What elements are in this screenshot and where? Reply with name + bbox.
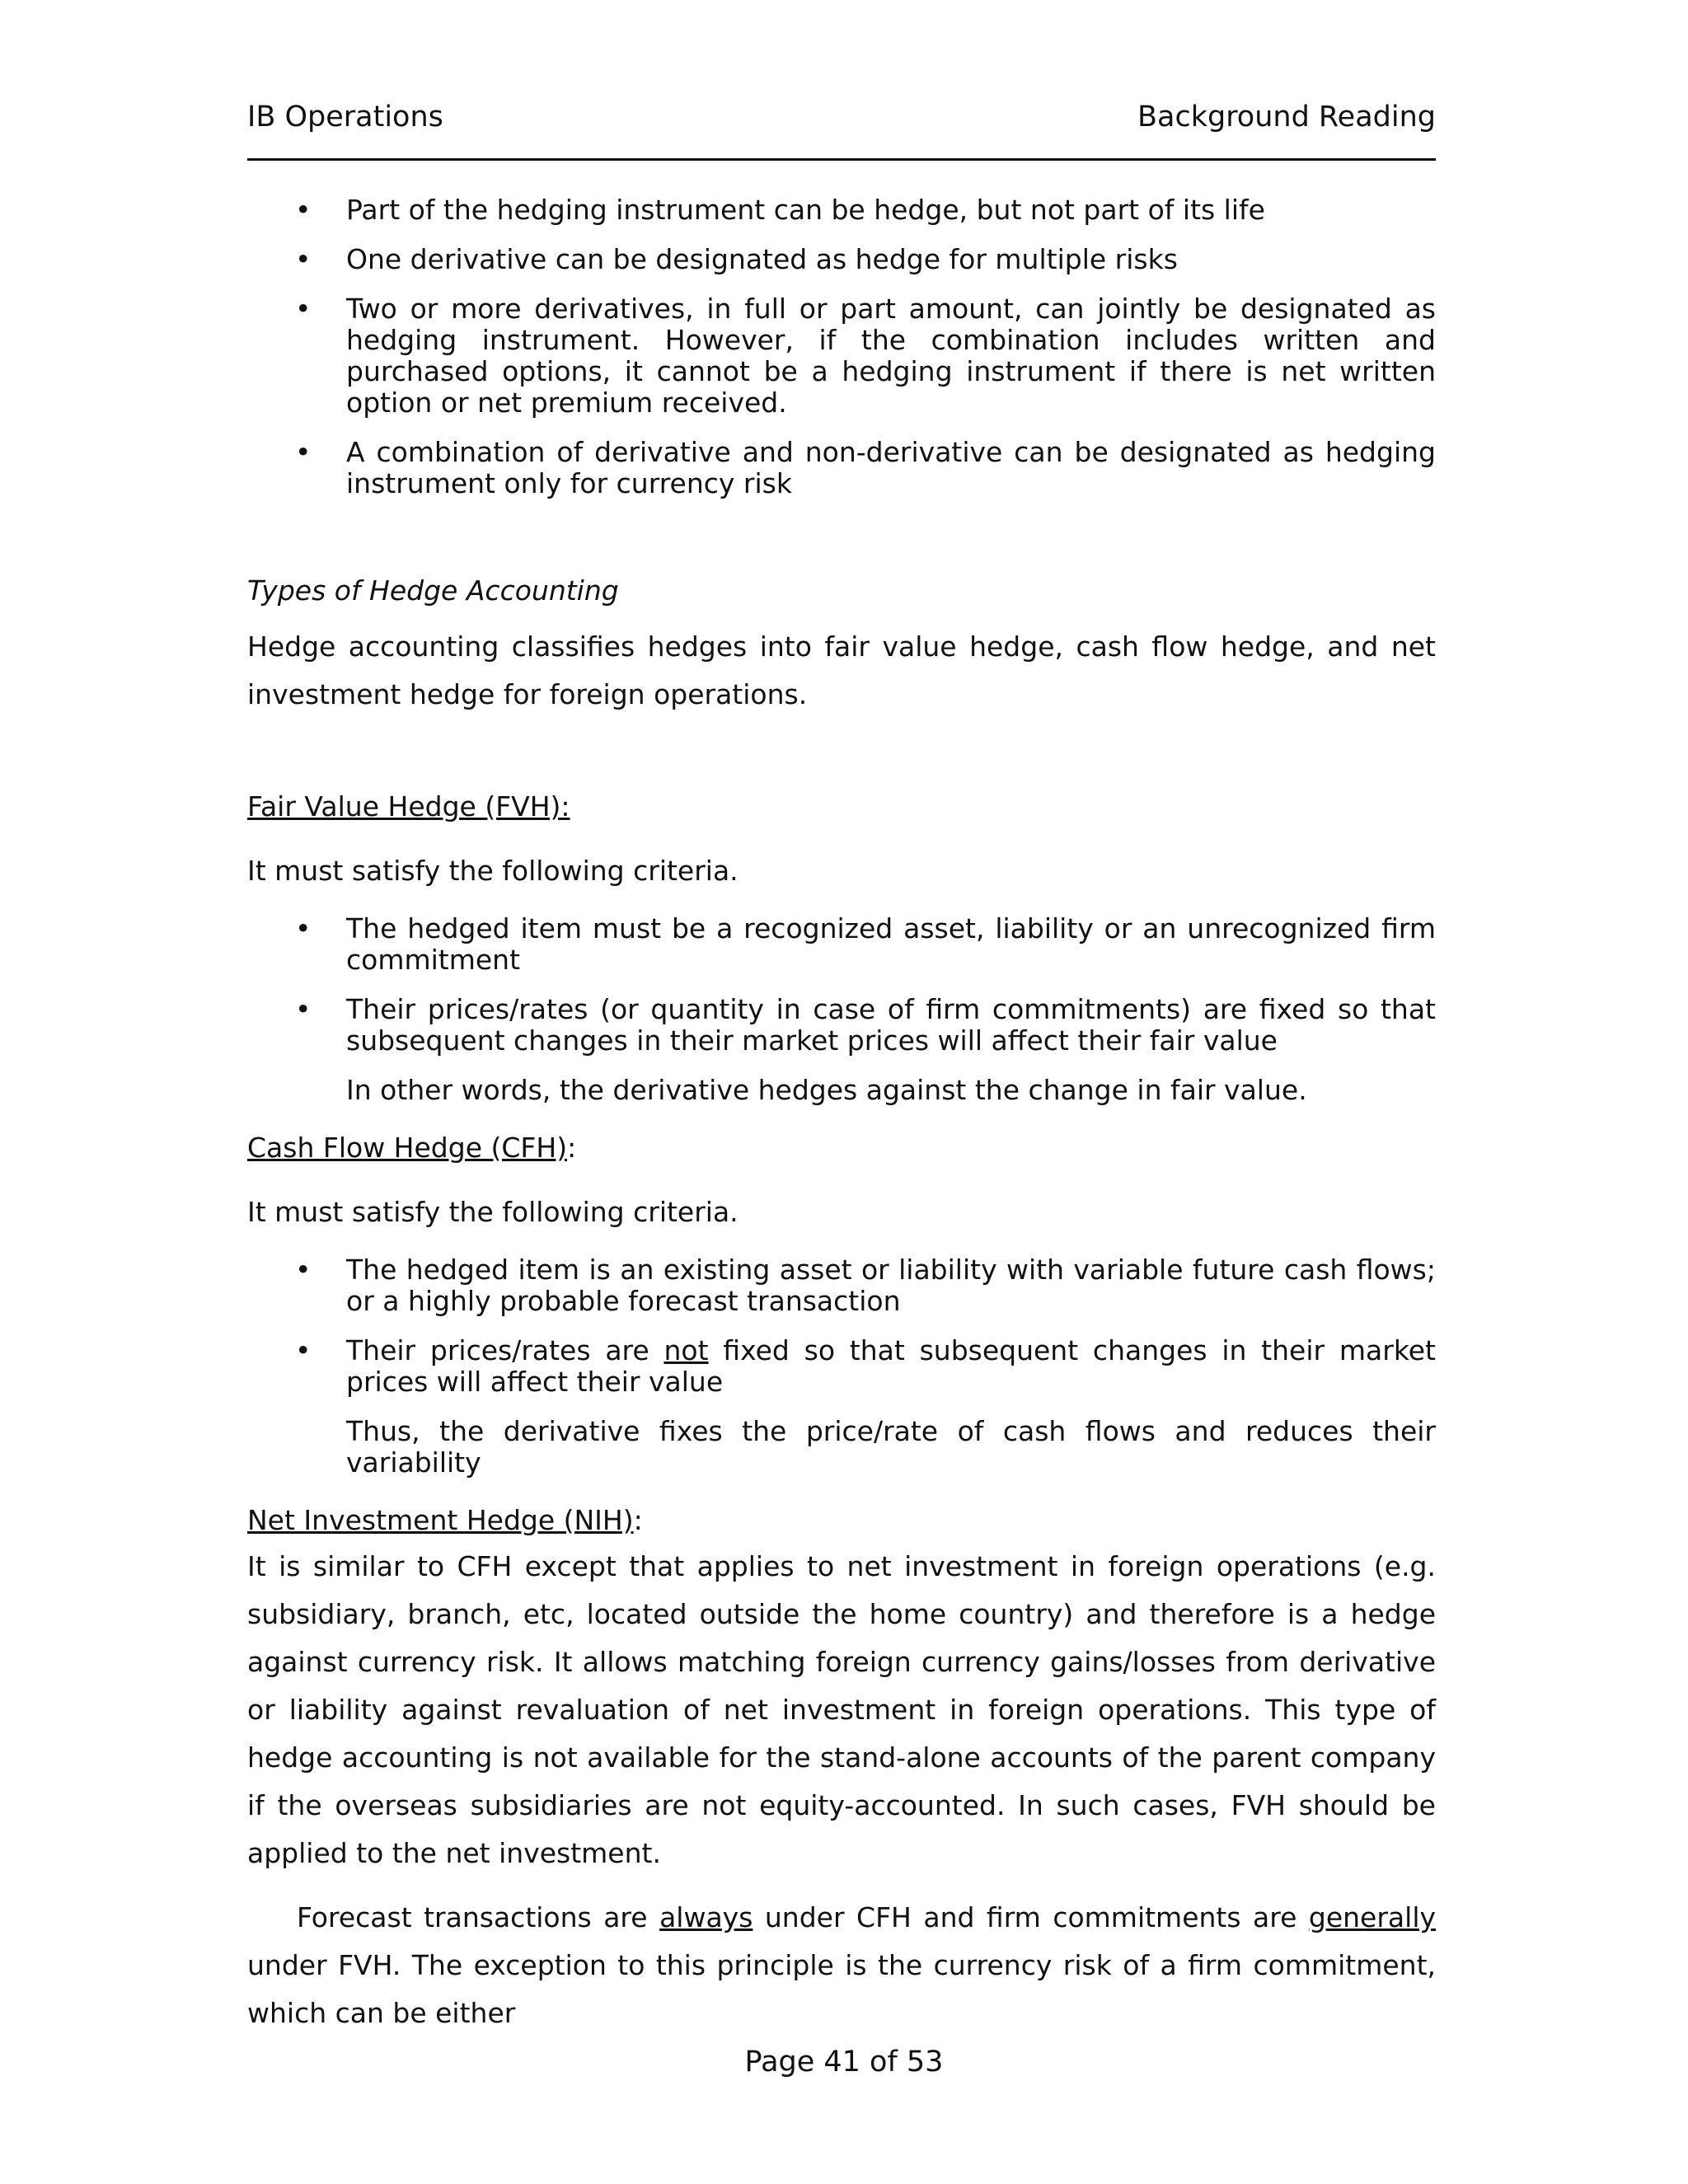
- list-item-text: The hedged item must be a recognized asset, liability or an unrecognized firm commitment: [346, 912, 1436, 976]
- forecast-text-a: Forecast transactions are: [297, 1901, 660, 1933]
- top-bullet-list: [247, 194, 1436, 499]
- list-item: [247, 437, 1436, 499]
- fvh-note: In other words, the derivative hedges against the change in fair value.: [346, 1074, 1307, 1106]
- cfh-bullet-list: [247, 1254, 1436, 1398]
- nih-heading-text: Net Investment Hedge (NIH): [247, 1504, 634, 1536]
- list-item: [247, 994, 1436, 1057]
- bullet-icon: •: [295, 243, 312, 275]
- list-item: [247, 293, 1436, 419]
- forecast-underlined-always: always: [659, 1901, 753, 1933]
- list-item: [247, 913, 1436, 976]
- list-item: [247, 194, 1436, 226]
- page-content: [247, 194, 1436, 2037]
- nih-heading-colon: :: [633, 1504, 643, 1536]
- bullet-icon: •: [295, 912, 312, 944]
- forecast-underlined-generally: generally: [1308, 1901, 1437, 1933]
- list-item-text: Their prices/rates (or quantity in case of firm commitments) are fixed so that subsequent changes in their market prices will affect their fair value: [346, 993, 1436, 1057]
- list-item: [247, 244, 1436, 275]
- bullet-icon: •: [295, 293, 312, 325]
- list-item: [247, 1254, 1436, 1317]
- bullet-icon: •: [295, 993, 312, 1025]
- list-item: [247, 1335, 1436, 1398]
- list-item-text: One derivative can be designated as hedge for multiple risks: [346, 243, 1178, 275]
- cfh-heading-text: Cash Flow Hedge (CFH): [247, 1132, 568, 1164]
- forecast-text-b: under CFH and firm commitments are: [753, 1901, 1309, 1933]
- bullet-icon: •: [295, 1254, 312, 1286]
- cfh-intro: It must satisfy the following criteria.: [247, 1196, 738, 1228]
- list-item-text: Part of the hedging instrument can be hedge, but not part of its life: [346, 194, 1265, 226]
- fvh-heading: [247, 783, 1436, 831]
- cfh-note: Thus, the derivative fixes the price/rate of cash flows and reduces their variability: [346, 1415, 1436, 1479]
- types-heading: Types of Hedge Accounting: [247, 574, 619, 607]
- cfh-heading-colon: :: [567, 1132, 577, 1164]
- list-item-text: A combination of derivative and non-derivative can be designated as hedging instrument only for currency risk: [346, 436, 1436, 499]
- page-number: Page 41 of 53: [744, 2046, 944, 2079]
- bullet-icon: •: [295, 194, 312, 226]
- nih-body: It is similar to CFH except that applies to net investment in foreign operations (e.g. subsidiary, branch, etc, located outside the home country) and therefore is a hedge against currency risk. It allows matching foreign currency gains/losses from derivative or liability against revaluation of net investment in foreign operations. This type of hedge accounting is not available for the stand-alone accounts of the parent company if the overseas subsidiaries are not equity-accounted. In such cases, FVH should be applied to the net investment.: [247, 1550, 1436, 1869]
- bullet-icon: •: [295, 436, 312, 468]
- forecast-paragraph: [247, 1894, 1436, 2037]
- page-footer: [0, 2042, 1688, 2082]
- list-item-text: Two or more derivatives, in full or part amount, can jointly be designated as hedging instrument. However, if the combination includes written and purchased options, it cannot be a hedging instrument if there is net written option or net premium received.: [346, 293, 1436, 419]
- header-left-title: IB Operations: [247, 101, 443, 134]
- forecast-text-c: under FVH. The exception to this principle is the currency risk of a firm commitment, which can be either: [247, 1949, 1436, 2029]
- list-item-text-a: Their prices/rates are: [346, 1334, 664, 1366]
- page-header: [247, 97, 1436, 161]
- header-right-title: Background Reading: [1137, 101, 1436, 134]
- types-body: Hedge accounting classifies hedges into fair value hedge, cash flow hedge, and net investment hedge for foreign operations.: [247, 630, 1436, 710]
- fvh-intro: It must satisfy the following criteria.: [247, 855, 738, 887]
- cfh-heading: [247, 1124, 1436, 1172]
- list-item-text: The hedged item is an existing asset or liability with variable future cash flows; or a highly probable forecast transaction: [346, 1254, 1436, 1317]
- fvh-bullet-list: [247, 913, 1436, 1057]
- list-item-text-underlined: not: [663, 1334, 709, 1366]
- fvh-heading-text: Fair Value Hedge (FVH):: [247, 790, 570, 823]
- bullet-icon: •: [295, 1334, 312, 1366]
- list-item-text-b: fixed so that subsequent changes in their market prices will affect their value: [346, 1334, 1436, 1398]
- nih-heading: [247, 1497, 1436, 1544]
